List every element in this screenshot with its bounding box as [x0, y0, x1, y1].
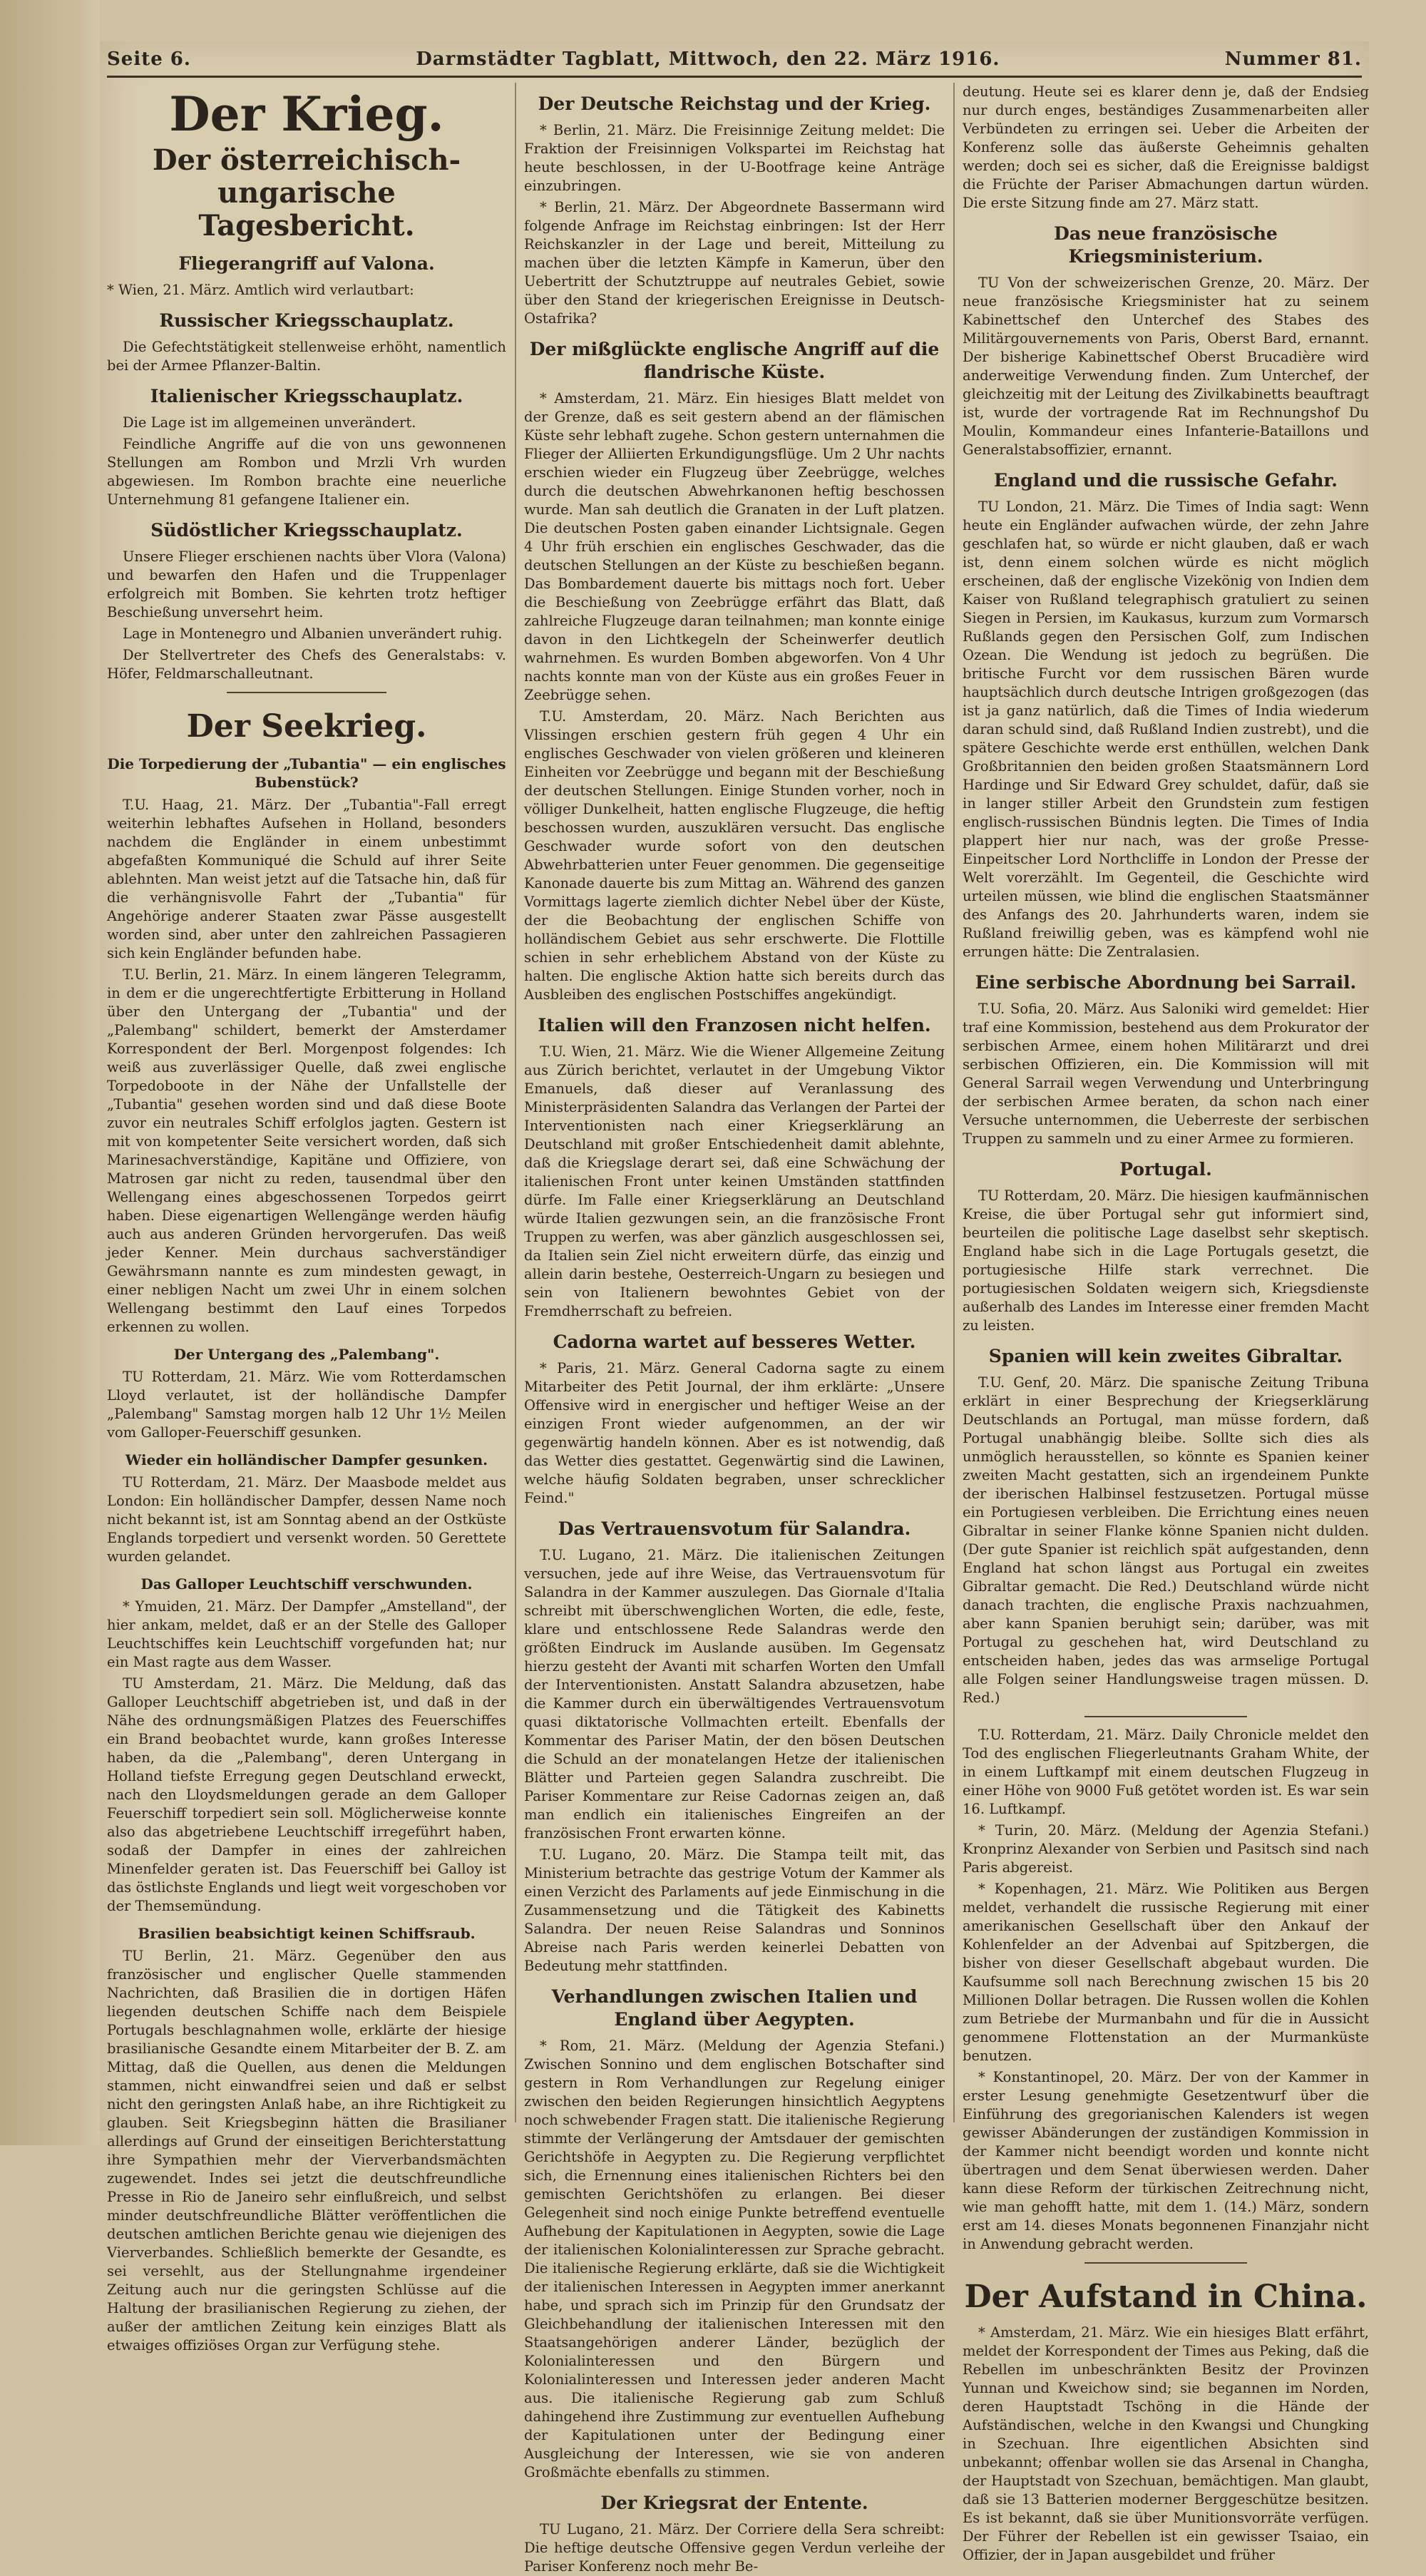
column-2 [524, 83, 945, 2575]
headline: Italien will den Franzosen nicht helfen. [538, 1015, 931, 1036]
headline: Die Torpedierung der „Tubantia" — ein englisches Bubenstück? [107, 755, 506, 791]
paragraph: Unsere Flieger erschienen nachts über Vlora (Valona) und bewarfen den Hafen und die Truppenlager erfolgreich mit Bomben. Sie kehrten trotz heftiger Beschießung unversehrt heim. [107, 548, 506, 620]
paragraph: TU Amsterdam, 21. März. Die Meldung, daß das Galloper Leuchtschiff abgetrieben ist, und daß in der Nähe des ordnungsmäßigen Platzes des Feuerschiffes ein Brand beobachtet wurde, kann großes Interesse haben, da die „Palembang", deren Untergang in Holland tiefste Erregung gegen Deutschland erweckt, nach den Lloydsmeldungen gerade an dem Galloper Feuerschiff torpediert sein soll. Möglicherweise konnte also das abgetriebene Leuchtschiff irregeführt haben, sodaß der Dampfer in eines der zahlreichen Minenfelder geraten ist. Das Feuerschiff bei Galloy ist das östlichste Englands und liegt weit vorgeschoben vor der Themsemündung. [107, 1675, 506, 1914]
paragraph: * Berlin, 21. März. Die Freisinnige Zeitung meldet: Die Fraktion der Freisinnigen Volkspartei im Reichstag hat heute beschlossen, in der U-Bootfrage keine Anträge einzubringen. [524, 122, 945, 194]
paragraph: * Berlin, 21. März. Der Abgeordnete Bassermann wird folgende Anfrage im Reichstag einbringen: Ist der Herr Reichskanzler in der Lage und bereit, Mitteilung zu machen über die letzten Kämpfe in Kamerun, über den Uebertritt der Schutztruppe auf neutrales Gebiet, sowie über den Stand der kriegerischen Ereignisse in Deutsch-Ostafrika? [524, 199, 945, 327]
paragraph: TU Rotterdam, 21. März. Wie vom Rotterdamschen Lloyd verlautet, ist der holländische Dampfer „Palembang" Samstag morgen halb 12 Uhr 1½ Meilen vom Galloper-Feuerschiff gesunken. [107, 1369, 506, 1441]
paragraph: * Kopenhagen, 21. März. Wie Politiken aus Bergen meldet, verhandelt die russische Regierung mit einer amerikanischen Gesellschaft über den Ankauf der Kohlenfelder an der Advenbai auf Spitzbergen, die bisher von dieser Gesellschaft abgebaut wurden. Die Kaufsumme soll nach Berechnung zwischen 15 bis 20 Millionen Dollar betragen. Die Russen wollen die Kohlen zum Betriebe der Murmanbahn und für die in Aussicht genommene Flottenstation an der Murmanküste benutzen. [963, 1881, 1369, 2064]
headline: Wieder ein holländischer Dampfer gesunken. [125, 1451, 488, 1468]
paragraph: Lage in Montenegro und Albanien unverändert ruhig. [123, 625, 503, 642]
page-header [107, 43, 1362, 78]
headline: Das neue französische Kriegsministerium. [1054, 223, 1278, 267]
page-number: Seite 6. [107, 48, 191, 70]
paragraph: Die Lage ist im allgemeinen unverändert. [123, 414, 416, 431]
headline: Russischer Kriegsschauplatz. [159, 310, 454, 331]
paragraph: T.U. Haag, 21. März. Der „Tubantia"-Fall erregt weiterhin lebhaftes Aufsehen in Holland, besonders nachdem die Engländer in einem unbestimmt abgefaßten Kommuniqué die Schuld auf ihrer Seite ablehnten. Man weist jetzt auf die Tatsache hin, daß für die verhängnisvolle Fahrt der „Tubantia" für Angehörige anderer Staaten zwar Pässe ausgestellt worden sind, aber unter den zahlreichen Passagieren sich kein Engländer befunden habe. [107, 797, 506, 961]
paragraph: T.U. Rotterdam, 21. März. Daily Chronicle meldet den Tod des englischen Fliegerleutnants Graham White, der in einem Luftkampf mit einem deutschen Flugzeug in einer Höhe von 9000 Fuß getötet worden ist. Es war sein 16. Luftkampf. [963, 1727, 1369, 1817]
paragraph: TU Lugano, 21. März. Der Corriere della Sera schreibt: Die heftige deutsche Offensive gegen Verdun verleihe der Pariser Konferenz noch mehr Be- [524, 2521, 945, 2575]
paragraph: T.U. Sofia, 20. März. Aus Saloniki wird gemeldet: Hier traf eine Kommission, bestehend aus dem Prokurator der serbischen Armee, einem hohen Militärarzt und drei serbischen Offizieren, ein. Die Kommission will mit General Sarrail wegen Verwendung und Unterbringung der serbischen Armee beraten, da schon nach einer Versuche unternommen, die Ueberreste der serbischen Truppen zu sammeln und zu einer Armee zu formieren. [963, 1001, 1369, 1147]
headline: Verhandlungen zwischen Italien und England über Aegypten. [551, 1986, 918, 2030]
divider [1084, 1716, 1247, 1717]
section-title: Der Krieg. [169, 86, 444, 142]
divider [1084, 2262, 1247, 2264]
headline: Portugal. [1119, 1159, 1212, 1180]
headline: Cadorna wartet auf besseres Wetter. [553, 1332, 916, 1352]
headline: Eine serbische Abordnung bei Sarrail. [975, 972, 1357, 993]
signature: Der Stellvertreter des Chefs des Generalstabs: v. Höfer, Feldmarschalleutnant. [107, 647, 506, 682]
paragraph: TU Rotterdam, 21. März. Der Maasbode meldet aus London: Ein holländischer Dampfer, dessen Name noch nicht bekannt ist, ist am Sonntag abend an der Ostküste Englands torpediert und versenkt worden. 50 Gerettete wurden gelandet. [107, 1474, 506, 1565]
headline: England und die russische Gefahr. [994, 470, 1338, 491]
paragraph: T.U. Lugano, 20. März. Die Stampa teilt mit, das Ministerium betrachte das gestrige Votum der Kammer als einen Verzicht des Parlaments auf jede Einmischung in die Zusammensetzung und die Tätigkeit des Kabinetts Salandra. Der neuen Reise Salandras und Sonninos Abreise nach Paris werden keinerlei Debatten von Bedeutung mehr stattfinden. [524, 1846, 945, 1974]
paragraph: * Rom, 21. März. (Meldung der Agenzia Stefani.) Zwischen Sonnino und dem englischen Botschafter sind gestern in Rom Verhandlungen zur Regelung einiger zwischen den beiden Regierungen hinsichtlich Aegyptens noch schwebender Fragen statt. Die italienische Regierung stimmte der Verlängerung der Amtsdauer der gemischten Gerichtshöfe in Aegypten zu. Die Regierung verpflichtet sich, die Ernennung eines italienischen Richters bei den gemischten Gerichtshöfen zu erlangen. Bei dieser Gelegenheit sind noch einige Punkte betreffend eventuelle Aufhebung der Kapitulationen in Aegypten, sowie die Lage der italienischen Kolonialinteressen zur Sprache gebracht. Die italienische Regierung erklärte, daß sie die Wichtigkeit der italienischen Interessen in Aegypten immer anerkannt habe, und sprach sich im Prinzip für den Grundsatz der Gleichbehandlung der italienischen Interessen mit den Staatsangehörigen anderer Länder, bezüglich der Kolonialinteressen und den Bürgern und Kolonialinteressen und Interessen jeder anderen Macht aus. Die italienische Regierung gab zum Schluß dahingehend ihre Zustimmung zur eventuellen Aufhebung der Kapitulationen unter der Bedingung einer Ausgleichung der Interessen, wie sie von anderen Großmächte ebenfalls zu stimmen. [524, 2038, 945, 2480]
paragraph: T.U. Berlin, 21. März. In einem längeren Telegramm, in dem er die ungerechtfertigte Erbitterung in Holland über den Untergang der „Tubantia" und der „Palembang" schildert, bemerkt der Amsterdamer Korrespondent der Berl. Morgenpost folgendes: Ich weiß aus zuverlässiger Quelle, daß zwei englische Torpedoboote in der Nähe der Unfallstelle der „Tubantia" gesehen worden sind und daß diese Boote zuvor ein neutrales Schiff erfolglos jagten. Gestern ist mit von kompetenter Seite versichert worden, daß sich Marinesachverständige, Kapitäne und Offiziere, von Matrosen gar nicht zu reden, tausendmal über den Wellengang eines abgeschossenen Torpedos geirrt haben. Diese eigenartigen Wellengänge werden häufig auch aus anderen Gründen hervorgerufen. Das weiß jeder Kenner. Mein durchaus sachverständiger Gewährsmann nannte es zum mindesten gewagt, in einer nebligen Nacht um zwei Uhr in einem solchen Wellengang bestimmt den Lauf eines Torpedos erkennen zu wollen. [107, 966, 506, 1335]
headline: Das Vertrauensvotum für Salandra. [558, 1518, 911, 1539]
paragraph: T.U. Amsterdam, 20. März. Nach Berichten aus Vlissingen erschien gestern früh gegen 4 Uhr ein englisches Geschwader von vielen größeren und kleineren Einheiten vor Zeebrügge und begann mit der Beschießung der deutschen Stellungen. Einige Stunden vorher, noch in völliger Dunkelheit, hatten englische Flugzeuge, die heftig beschossen wurden, auszuklären versucht. Das englische Geschwader wurde sofort von den deutschen Abwehrbatterien unter Feuer genommen. Die gegenseitige Kanonade dauerte bis zum Mittag an. Während des ganzen Vormittags lagerte ziemlich dichter Nebel über der Küste, der die Beobachtung der englischen Schiffe von holländischem Gebiet aus sehr erschwerte. Die Flottille schien in sehr erheblichem Abstand von der Küste zu halten. Die englische Aktion hatte sich bereits durch das Ausbleiben des englischen Postschiffes angekündigt. [524, 708, 945, 1003]
paragraph: T.U. Lugano, 21. März. Die italienischen Zeitungen versuchen, jede auf ihre Weise, das Vertrauensvotum für Salandra in der Kammer auszulegen. Das Giornale d'Italia schreibt mit überschwenglichen Worten, die edle, feste, klare und entschlossene Rede Salandras werde den größten Eindruck im Auslande ausüben. Im Gegensatz hierzu gesteht der Avanti mit scharfen Worten den Umfall der Interventionisten. Anstatt Salandra abzusetzen, habe die Kammer durch ein überwältigendes Vertrauensvotum quasi diktatorische Vollmachten erteilt. Ebenfalls der Kommentar des Pariser Matin, der den bösen Deutschen die Schuld an der monatelangen Hetze der italienischen Blätter und Parteien gegen Salandra zuschreibt. Die Pariser Kommentare zur Reise Cadornas zeigen an, daß man endlich ein italienisches Eingreifen an der französischen Front erwarten könne. [524, 1547, 945, 1841]
issue-number: Nummer 81. [1224, 48, 1362, 70]
paragraph: TU Berlin, 21. März. Gegenüber den aus französischer und englischer Quelle stammenden Nachrichten, daß Brasilien die in dortigen Häfen liegenden deutschen Schiffe nach dem Beispiele Portugals beschlagnahmen wolle, erklärte der hiesige brasilianische Gesandte einem Mitarbeiter der B. Z. am Mittag, daß die Quellen, aus denen die Meldungen stammen, nicht einwandfrei seien und daß er selbst nicht den geringsten Anlaß habe, an ihre Richtigkeit zu glauben. Seit Kriegsbeginn hätten die Brasilianer allerdings auf Grund der einseitigen Berichterstattung ihre Sympathien mehr der Vierverbandsmächten zugewendet. Indes sei jetzt die deutschfreundliche Presse in Rio de Janeiro sehr einflußreich, und selbst minder deutschfreundliche Blätter veröffentlichen die deutschen amtlichen Berichte genau wie diejenigen des Vierverbandes. Schließlich bemerkte der Gesandte, es sei versehlt, aus der Stellungnahme irgendeiner Zeitung auch nur die geringsten Schlüsse auf die Haltung der brasilianischen Regierung zu ziehen, der außer der amtlichen Zeitung kein einziges Blatt als etwaiges offiziöses Organ zur Verfügung stehe. [107, 1948, 506, 2353]
headline: Fliegerangriff auf Valona. [178, 253, 435, 274]
headline: Spanien will kein zweites Gibraltar. [988, 1346, 1343, 1366]
page-fold-shadow [0, 0, 100, 2145]
paragraph: TU Rotterdam, 20. März. Die hiesigen kaufmännischen Kreise, die über Portugal sehr gut informiert sind, beurteilen die politische Lage daselbst sehr skeptisch. England habe sich in die Lage Portugals gesetzt, die portugiesische Hilfe stark verrechnet. Die portugiesischen Soldaten weigern sich, Kriegsdienste außerhalb des Landes im Interesse einer fremden Macht zu leisten. [963, 1187, 1369, 1334]
headline: Der Untergang des „Palembang". [173, 1346, 440, 1363]
headline: Das Galloper Leuchtschiff verschwunden. [140, 1575, 473, 1593]
article-title: Der österreichisch-ungarische Tagesbericht. [152, 143, 461, 242]
headline: Brasilien beabsichtigt keinen Schiffsraub. [138, 1925, 476, 1942]
masthead-line: Darmstädter Tagblatt, Mittwoch, den 22. März 1916. [416, 48, 1000, 70]
headline: Italienischer Kriegsschauplatz. [150, 386, 463, 407]
paragraph: * Amsterdam, 21. März. Ein hiesiges Blatt meldet von der Grenze, daß es seit gestern abend an der flämischen Küste sehr lebhaft zugehe. Schon gestern unternahmen die Flieger der Alliierten Erkundigungsflüge. Um 2 Uhr nachts erschien wieder ein Flugzeug über Zeebrügge, welches durch die deutschen Abwehrkanonen heftig beschossen wurde. Man sah deutlich die Granaten in der Luft platzen. Die deutschen Posten gaben einander Lichtsignale. Gegen 4 Uhr früh erschien ein englisches Geschwader, das die deutschen Stellungen an der Küste zu beschießen begann. Das Bombardement dauerte bis mittags noch fort. Ueber die Beschießung von Zeebrügge erfährt das Blatt, daß zahlreiche Flugzeuge daran teilnahmen; man konnte einige davon in den Lichtkegeln der Scheinwerfer deutlich wahrnehmen. Es wurden Bomben abgeworfen. Von 4 Uhr nachts konnte man von der Küste aus ein großes Feuer in Zeebrügge sehen. [524, 390, 945, 703]
headline: Der mißglückte englische Angriff auf die flandrische Küste. [529, 339, 940, 382]
headline: Der Deutsche Reichstag und der Krieg. [538, 93, 931, 114]
paragraph: * Wien, 21. März. Amtlich wird verlautbart: [107, 282, 414, 298]
paragraph: T.U. Genf, 20. März. Die spanische Zeitung Tribuna erklärt in einer Besprechung der Kriegserklärung Deutschlands an Portugal, man müsse fordern, daß Portugal unabhängig bleibe. Sollte sich dies als unmöglich herausstellen, so könnte es Spanien keiner zweiten Macht gestatten, sich an irgendeinem Punkte der iberischen Halbinsel festzusetzen. Portugal müsse ein Portugiesen verbleiben. Die Errichtung eines neuen Gibraltar in seiner Flanke könne Spanien nicht dulden. (Der gute Spanier ist reichlich spät aufgestanden, denn England hat schon längst aus Portugal ein zweites Gibraltar gemacht. Die Red.) Deutschland würde nicht danach trachten, die englische Praxis nachzuahmen, aber kann Spanien beruhigt sein; darüber, was mit Portugal zu geschehen hat, wird Deutschland zu entscheiden haben, jedes das was armselige Portugal alle Folgen seiner Handlungsweise tragen müssen. D. Red.) [963, 1374, 1369, 1706]
paragraph: * Turin, 20. März. (Meldung der Agenzia Stefani.) Kronprinz Alexander von Serbien und Pasitsch sind nach Paris abgereist. [963, 1822, 1369, 1876]
paragraph: * Konstantinopel, 20. März. Der von der Kammer in erster Lesung genehmigte Gesetzentwurf über die Einführung des gregorianischen Kalenders ist wegen gewisser Abänderungen der zuständigen Kommission in der Kammer nicht beendigt worden und konnte nicht übertragen und dem Senat überwiesen werden. Daher kann diese Reform der türkischen Zeitrechnung nicht, wie man gehofft hatte, mit dem 1. (14.) März, sondern erst am 14. dieses Monats begonnenen Finanzjahr nicht in Anwendung gebracht werden. [963, 2069, 1369, 2252]
column-1 [107, 83, 506, 2353]
paragraph: Feindliche Angriffe auf die von uns gewonnenen Stellungen am Rombon und Mrzli Vrh wurden abgewiesen. Im Rombon brachte eine neuerliche Unternehmung 81 gefangene Italiener ein. [107, 436, 506, 508]
paragraph: TU London, 21. März. Die Times of India sagt: Wenn heute ein Engländer aufwachen würde, der zehn Jahre geschlafen hat, so würde er nicht glauben, daß er wach ist, denn einem solchen würde es nicht möglich erscheinen, daß der englische Vizekönig von Indien dem Kaiser von Rußland telegraphisch gratuliert zu seinen Siegen in Persien, im Kaukasus, kurzum zum Vormarsch Rußlands gegen den Persischen Golf, zum Indischen Ozean. Die Wendung ist jedoch zu begrüßen. Die britische Furcht vor dem russischen Bären wurde hauptsächlich durch deutsche Intrigen großgezogen (das ist ja ganz natürlich, daß die Times of India wiederum daran schuld sind, daß Rußland Indien zustrebt), und die spätere Geschichte werde erst enthüllen, welchen Dank Großbritannien den beiden großen Staatsmännern Lord Hardinge und Sir Edward Grey schuldet, dafür, daß sie in langer stiller Arbeit den Grundstein zum festigen englisch-russischen Bündnis legten. Die Times of India plappert hier nur nach, was der große Presse-Einpeitscher Lord Northcliffe in London der Presse der Welt vorerzählt. Im Gegenteil, die Geschichte wird urteilen müssen, wie blind die englischen Staatsmänner des Anfangs des 20. Jahrhunderts waren, indem sie Rußland freiwillig geben, was es kämpfend wohl nie errungen hätte: Die Zentralasien. [963, 499, 1369, 960]
paragraph: * Amsterdam, 21. März. Wie ein hiesiges Blatt erfährt, meldet der Korrespondent der Times aus Peking, daß die Rebellen im unbeschränkten Besitz der Provinzen Yunnan und Kweichow sind; sie begannen im Norden, deren Hauptstadt Tschöng in die Hände der Aufständischen, welche in den Kwangsi und Chungking in Szechuan. Ihre eigentlichen Absichten sind unbekannt; offenbar wollen sie das Arsenal in Changha, der Hauptstadt von Szechuan, bemächtigen. Man glaubt, daß sie 13 Batterien moderner Berggeschütze besitzen. Es ist bekannt, daß sie über Munitionsvorräte verfügen. Der Führer der Rebellen ist ein gewisser Tsaiao, ein Offizier, der in Japan ausgebildet und früher [963, 2324, 1369, 2563]
paragraph: TU Von der schweizerischen Grenze, 20. März. Der neue französische Kriegsminister hat zu seinem Kabinettschef den Unterchef des Stabes des Militärgouvernements von Paris, Oberst Bard, ernannt. Der bisherige Kabinettschef Oberst Brucadière wird anderweitige Verwendung finden. Zum Unterchef, der gleichzeitig mit der Leitung des Zivilkabinetts beauftragt ist, wurde der vortragende Rat im Rechnungshof Du Moulin, Kommandeur eines Infanterie-Bataillons und Generalstabsoffizier, ernannt. [963, 275, 1369, 458]
headline: Der Kriegsrat der Entente. [600, 2493, 868, 2513]
paragraph: * Ymuiden, 21. März. Der Dampfer „Amstelland", der hier ankam, meldet, daß er an der Stelle des Galloper Leuchtschiffes kein Leuchtschiff vorgefunden hat; nur ein Mast ragte aus dem Wasser. [107, 1598, 506, 1670]
paragraph: T.U. Wien, 21. März. Wie die Wiener Allgemeine Zeitung aus Zürich berichtet, verlautet in der Umgebung Viktor Emanuels, daß dieser auf Veranlassung des Ministerpräsidenten Salandra das Verlangen der Partei der Interventionisten nach einer Kriegserklärung an Deutschland mit großer Entschiedenheit damit ablehnte, daß die Kriegslage derart sei, daß eine Schwächung der italienischen Front unter keinen Umständen stattfinden dürfe. Im Falle einer Kriegserklärung an Deutschland würde Italien gezwungen sein, an die französische Front Truppen zu werfen, was aber gänzlich ausgeschlossen sei, da Italien sein Ziel nicht erweitern dürfe, das einzig und allein darin bestehe, Oesterreich-Ungarn zu besiegen und sein von Italienern bewohntes Gebiet von der Fremdherrschaft zu befreien. [524, 1043, 945, 1319]
section-title: Der Seekrieg. [186, 708, 427, 745]
column-rule [953, 83, 955, 2122]
column-3 [963, 83, 1369, 2563]
section-title: Der Aufstand in China. [964, 2279, 1368, 2315]
column-rule [515, 83, 516, 2122]
paragraph: Die Gefechtstätigkeit stellenweise erhöht, namentlich bei der Armee Pflanzer-Baltin. [107, 339, 506, 374]
divider [227, 692, 386, 693]
paragraph: * Paris, 21. März. General Cadorna sagte zu einem Mitarbeiter des Petit Journal, der ihm erklärte: „Unsere Offensive wird in energischer und heftiger Weise an der einzigen Front wieder aufgenommen, an der wir gegenwärtig handeln können. Aber es ist notwendig, daß das Wetter dies gestattet. Gegenwärtig sind die Lawinen, welche häufig Soldaten begraben, unser schrecklicher Feind." [524, 1360, 945, 1506]
headline: Südöstlicher Kriegsschauplatz. [150, 520, 463, 541]
paragraph: deutung. Heute sei es klarer denn je, daß der Endsieg nur durch enges, beständiges Zusammenarbeiten aller Verbündeten zu erringen sei. Ueber die Arbeiten der Konferenz solle das äußerste Geheimnis gehalten werden; doch sei es sicher, daß die Ereignisse baldigst die Früchte der Pariser Abmachungen dartun würden. Die erste Sitzung finde am 27. März statt. [963, 83, 1369, 211]
